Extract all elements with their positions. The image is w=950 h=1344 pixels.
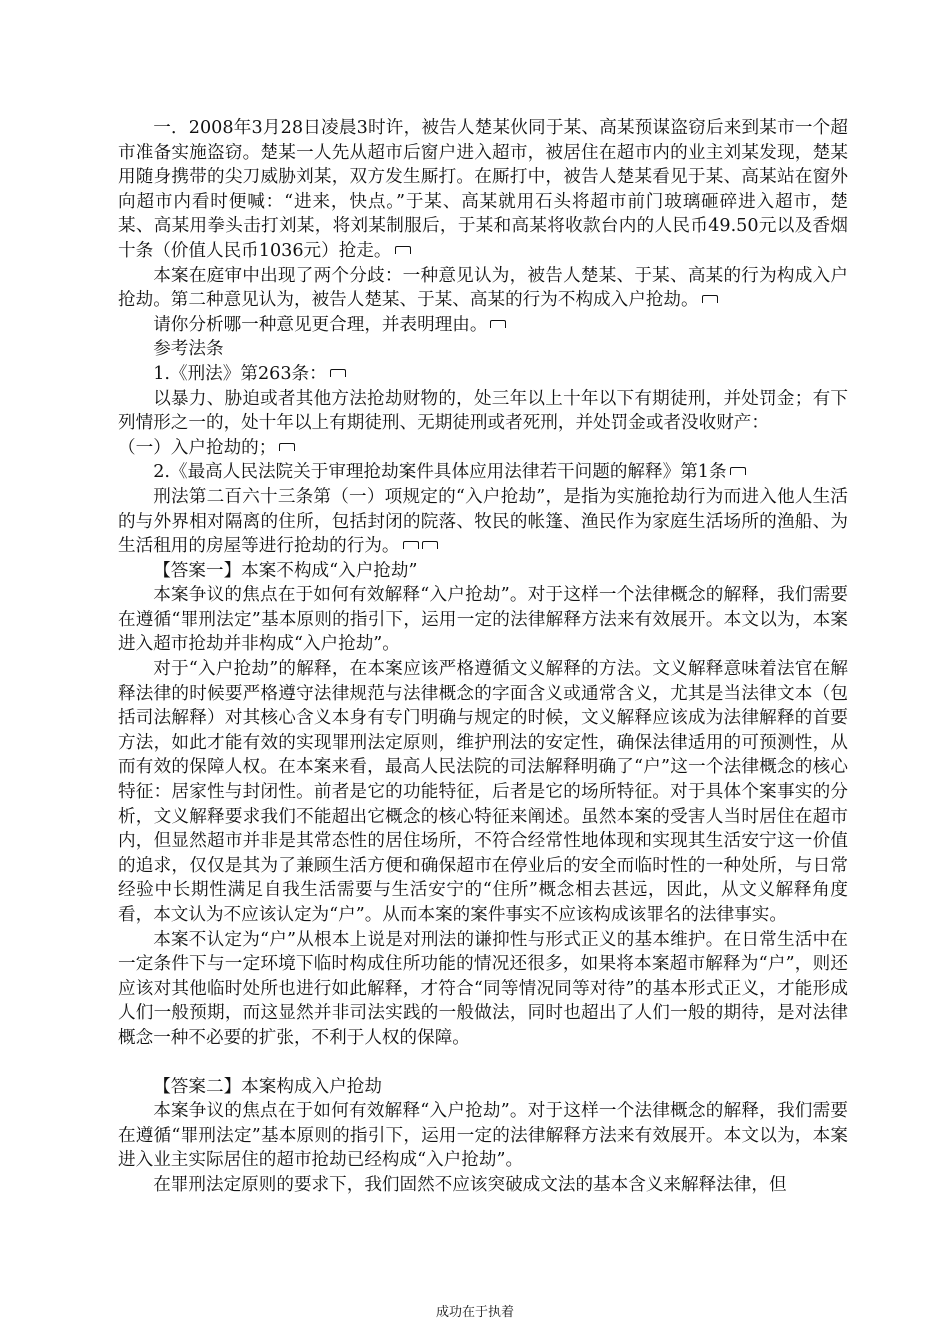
paragraph-mark-icon (422, 541, 438, 549)
paragraph-text: 以暴力、胁迫或者其他方法抢劫财物的，处三年以上十年以下有期徒刑，并处罚金；有下列情形之一的，处十年以上有期徒刑、无期徒刑或者死刑，并处罚金或者没收财产： (118, 388, 848, 434)
paragraph (118, 460, 848, 485)
paragraph-text: 请你分析哪一种意见更合理，并表明理由。 (153, 314, 488, 335)
paragraph-text: （一）入户抢劫的； (118, 437, 277, 458)
paragraph (118, 559, 848, 584)
paragraph-text: 本案争议的焦点在于如何有效解释“入户抢劫”。对于这样一个法律概念的解释，我们需要在遵循“罪刑法定”基本原则的指引下，运用一定的法律解释方法来有效展开。本文以为，本案进入超市抢劫并非构成“入户抢劫”。 (118, 585, 848, 655)
paragraph-mark-icon (403, 541, 419, 549)
paragraph (118, 657, 848, 928)
paragraph-text: 参考法条 (153, 339, 224, 360)
paragraph-mark-icon (702, 295, 718, 303)
paragraph-text: 一．2008年3月28日凌晨3时许，被告人楚某伙同于某、高某预谋盗窃后来到某市一个超市准备实施盗窃。楚某一人先从超市后窗户进入超市，被居住在超市内的业主刘某发现，楚某用随身携带的尖刀威胁刘某，双方发生厮打。在厮打中，被告人楚某看见于某、高某站在窗外向超市内看时便喊：“进来，快点。”于某、高某就用石头将超市前门玻璃砸碎进入超市，楚某、高某用拳头击打刘某，将刘某制服后，于某和高某将收款台内的人民币49.50元以及香烟十条（价值人民币1036元）抢走。 (118, 118, 848, 261)
paragraph-mark-icon (279, 443, 295, 451)
paragraph (118, 387, 848, 436)
paragraph (118, 362, 848, 387)
paragraph-gap (118, 1051, 848, 1075)
paragraph (118, 928, 848, 1051)
paragraph-mark-icon (330, 369, 346, 377)
paragraph-text: 本案在庭审中出现了两个分歧：一种意见认为，被告人楚某、于某、高某的行为构成入户抢劫。第二种意见认为，被告人楚某、于某、高某的行为不构成入户抢劫。 (118, 265, 848, 311)
paragraph-text: 2.《最高人民法院关于审理抢劫案件具体应用法律若干问题的解释》第1条 (153, 462, 727, 483)
paragraph (118, 1173, 848, 1198)
paragraph-text: 1.《刑法》第263条： (153, 363, 327, 384)
paragraph-mark-icon (490, 320, 506, 328)
page-footer: 成功在于执着 (435, 1305, 514, 1320)
paragraph-text: 本案争议的焦点在于如何有效解释“入户抢劫”。对于这样一个法律概念的解释，我们需要在遵循“罪刑法定”基本原则的指引下，运用一定的法律解释方法来有效展开。本文以为，本案进入业主实际居住的超市抢劫已经构成“入户抢劫”。 (118, 1101, 848, 1171)
paragraph (118, 337, 848, 362)
document-body (118, 116, 848, 1198)
paragraph-text: 本案不认定为“户”从根本上说是对刑法的谦抑性与形式正义的基本维护。在日常生活中在一定条件下与一定环境下临时构成住所功能的情况还很多，如果将本案超市解释为“户”，则还应该对其他临时处所也进行如此解释，才符合“同等情况同等对待”的基本形式正义，才能形成人们一般预期，而这显然并非司法实践的一般做法，同时也超出了人们一般的期待，是对法律概念一种不必要的扩张，不利于人权的保障。 (118, 929, 848, 1048)
paragraph-mark-icon (395, 246, 411, 254)
paragraph (118, 116, 848, 264)
paragraph-text: 对于“入户抢劫”的解释，在本案应该严格遵循文义解释的方法。文义解释意味着法官在解释法律的时候要严格遵守法律规范与法律概念的字面含义或通常含义，尤其是当法律文本（包括司法解释）对其核心含义本身有专门明确与规定的时候，文义解释应该成为法律解释的首要方法，如此才能有效的实现罪刑法定原则，维护刑法的安定性，确保法律适用的可预测性，从而有效的保障人权。在本案来看，最高人民法院的司法解释明确了“户”这一个法律概念的核心特征：居家性与封闭性。前者是它的功能特征，后者是它的场所特征。对于具体个案事实的分析，文义解释要求我们不能超出它概念的核心特征来阐述。虽然本案的受害人当时居住在超市内，但显然超市并非是其常态性的居住场所，不符合经常性地体现和实现其生活安宁这一价值的追求，仅仅是其为了兼顾生活方便和确保超市在停业后的安全而临时性的一种处所，与日常经验中长期性满足自我生活需要与生活安宁的“住所”概念相去甚远，因此，从文义解释角度看，本文认为不应该认定为“户”。从而本案的案件事实不应该构成该罪名的法律事实。 (118, 659, 848, 925)
paragraph (118, 583, 848, 657)
paragraph (118, 1075, 848, 1100)
paragraph-text: 【答案二】本案构成入户抢劫 (153, 1076, 382, 1097)
paragraph (118, 485, 848, 559)
paragraph-text: 刑法第二百六十三条第（一）项规定的“入户抢劫”，是指为实施抢劫行为而进入他人生活的与外界相对隔离的住所，包括封闭的院落、牧民的帐篷、渔民作为家庭生活场所的渔船、为生活租用的房屋等进行抢劫的行为。 (118, 486, 848, 557)
paragraph (118, 436, 848, 461)
paragraph-mark-icon (730, 467, 746, 475)
paragraph (118, 264, 848, 313)
paragraph (118, 313, 848, 338)
paragraph (118, 1099, 848, 1173)
paragraph-text: 【答案一】本案不构成“入户抢劫” (153, 560, 418, 581)
paragraph-text: 在罪刑法定原则的要求下，我们固然不应该突破成文法的基本含义来解释法律，但 (153, 1174, 787, 1195)
